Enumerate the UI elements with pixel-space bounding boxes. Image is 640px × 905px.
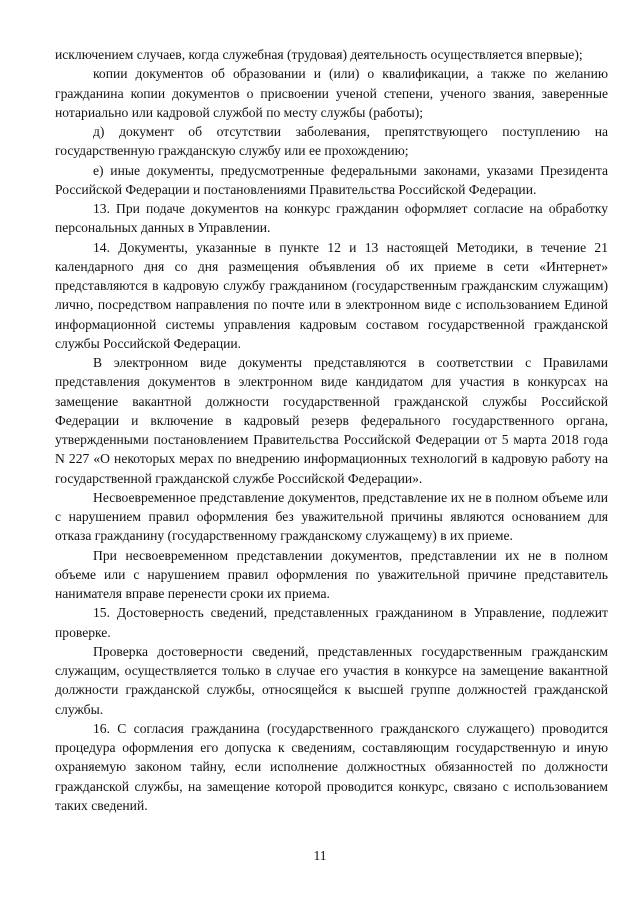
- paragraph-electronic-submission: В электронном виде документы представляются в соответствии с Правилами представления документов в электронном виде кандидатом для участия в конкурсах на замещение вакантной должности государственной гражданской службы Российской Федерации и включение в кадровый резерв федерального государственного органа, утвержденными постановлением Правительства Российской Федерации от 5 марта 2018 года N 227 «О некоторых мерах по внедрению информационных технологий в кадровую работу на государственной гражданской службе Российской Федерации».: [55, 355, 608, 486]
- paragraph-13: 13. При подаче документов на конкурс гражданин оформляет согласие на обработку персональных данных в Управлении.: [55, 201, 608, 236]
- paragraph-15: 15. Достоверность сведений, представленных гражданином в Управление, подлежит проверке.: [55, 605, 608, 640]
- paragraph-14: 14. Документы, указанные в пункте 12 и 13 настоящей Методики, в течение 21 календарного дня со дня размещения объявления об их приеме в сети «Интернет» представляются в кадровую службу гражданином (государственным гражданским служащим) лично, посредством направления по почте или в электронном виде с использованием Единой информационной системы управления кадровым составом государственной гражданской службы Российской Федерации.: [55, 239, 608, 351]
- paragraph-verification: Проверка достоверности сведений, представленных государственным гражданским служащим, осуществляется только в случае его участия в конкурсе на замещение вакантной должности гражданской службы, относящейся к высшей группе должностей гражданской службы.: [55, 643, 608, 717]
- paragraph-item-e: е) иные документы, предусмотренные федеральными законами, указами Президента Российской Федерации и постановлениями Правительства Российской Федерации.: [55, 162, 608, 197]
- paragraph-valid-reason: При несвоевременном представлении документов, представлении их не в полном объеме или с нарушением правил оформления по уважительной причине представитель нанимателя вправе перенести сроки их приема.: [55, 547, 608, 601]
- document-body: [55, 45, 608, 815]
- paragraph-item-d: д) документ об отсутствии заболевания, препятствующего поступлению на государственную гражданскую службу или ее прохождению;: [55, 124, 608, 159]
- paragraph-continuation: исключением случаев, когда служебная (трудовая) деятельность осуществляется впервые);: [55, 47, 583, 62]
- paragraph-late-submission: Несвоевременное представление документов, представление их не в полном объеме или с нарушением правил оформления без уважительной причины являются основанием для отказа гражданину (государственному гражданскому служащему) в их приеме.: [55, 489, 608, 544]
- paragraph-16: 16. С согласия гражданина (государственного гражданского служащего) проводится процедура оформления его допуска к сведениям, составляющим государственную и иную охраняемую законом тайну, если исполнение должностных обязанностей по должности гражданской службы, на замещение которой проводится конкурс, связано с использованием таких сведений.: [55, 720, 608, 813]
- page-number: 11: [313, 848, 327, 863]
- paragraph-education-copies: копии документов об образовании и (или) о квалификации, а также по желанию гражданина копии документов о присвоении ученой степени, ученого звания, заверенные нотариально или кадровой службой по месту службы (работы);: [55, 66, 608, 120]
